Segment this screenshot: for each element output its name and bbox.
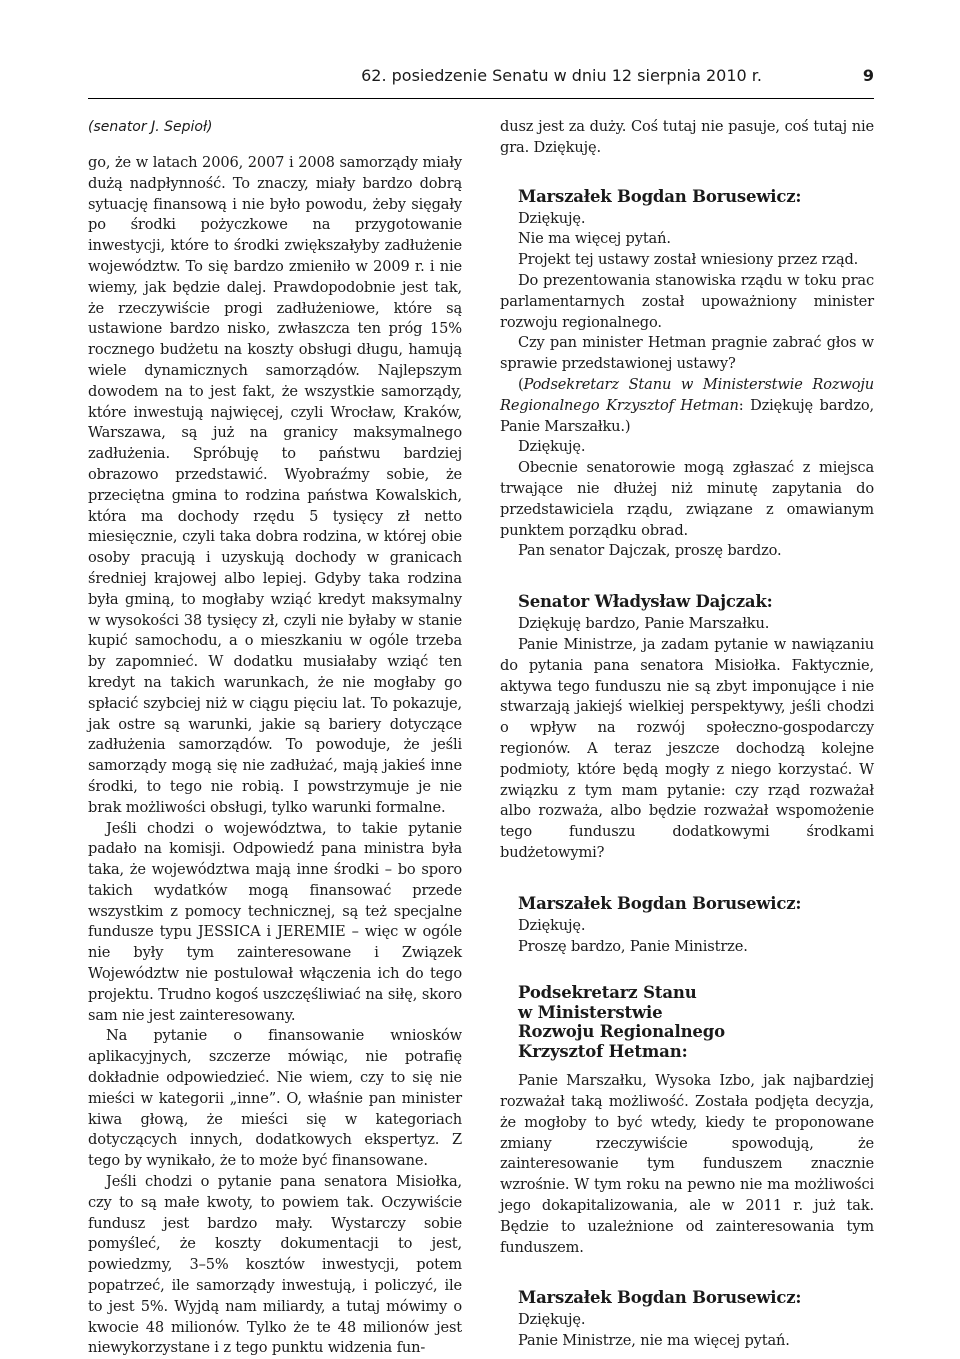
speaker-heading: Marszałek Bogdan Borusewicz: (518, 893, 802, 913)
paragraph: Na pytanie o finansowanie wniosków aplikacyjnych, szczerze mówiąc, nie potrafię dokładnie odpowiedzieć. Nie wiem, czy to się nie mieści w kategorii „inne”. O, właśnie pan minister kiwa głową, że mieści się w kategoriach dotyczących innych, dodatkowych ekspertyz. Z tego by wynikało, że to może być finansowane. (88, 1027, 462, 1170)
paragraph: Nie ma więcej pytań. (518, 230, 671, 248)
speaker-heading: Senator Władysław Dajczak: (518, 592, 773, 612)
paragraph: Dziękuję. (518, 438, 586, 456)
paragraph: Dziękuję. (518, 916, 586, 934)
speaker-note: (senator J. Sepioł) (88, 119, 213, 135)
paragraph: Dziękuję. (518, 209, 586, 227)
paragraph: Projekt tej ustawy został wniesiony przez rząd. (518, 251, 859, 269)
paragraph: Jeśli chodzi o województwa, to takie pytanie padało na komisji. Odpowiedź pana ministra była taka, że województwa mają inne środki – bo sporo takich wydatków mogą finansować przede wszystkim z pomocy technicznej, są też specjalne fundusze typu JESSICA i JEREMIE – więc w ogóle nie były tym zainteresowane i Związek Województw nie postulował włączenia ich do tego projektu. Trudno kogoś uszczęśliwiać na siłę, skoro sam nie jest zainteresowany. (88, 819, 462, 1024)
header-divider (88, 98, 874, 99)
paragraph: Proszę bardzo, Panie Ministrze. (518, 937, 748, 955)
paragraph: Czy pan minister Hetman pragnie zabrać głos w sprawie przedstawionej ustawy? (500, 334, 874, 373)
paragraph: Jeśli chodzi o pytanie pana senatora Misiołka, czy to są małe kwoty, to powiem tak. Oczywiście fundusz jest bardzo mały. Wystarczy sobie pomyśleć, że koszty dokumentacji to jest, powiedzmy, 3–5% kosztów inwestycji, potem popatrzeć, ile samorządy inwestują, i policzyć, ile to jest 5%. Wyjdą nam miliardy, a tutaj mówimy o kwocie 48 milionów. Tylko że te 48 milionów jest niewykorzystane i z tego punktu widzenia fun- (88, 1173, 462, 1357)
paragraph: Obecnie senatorowie mogą zgłaszać z miejsca trwające nie dłużej niż minutę zapytania do przedstawiciela rządu, związane z omawianym punktem porządku obrad. (500, 459, 874, 539)
speaker-heading: Marszałek Bogdan Borusewicz: (518, 186, 802, 206)
header-title: 62. posiedzenie Senatu w dniu 12 sierpnia 2010 r. (361, 66, 762, 85)
left-column (88, 153, 462, 1359)
paragraph: Panie Ministrze, ja zadam pytanie w nawiązaniu do pytania pana senatora Misiołka. Faktycznie, aktywa tego funduszu nie są zbyt imponujące i nie stwarzają jakiejś wielkiej perspektywy, jeśli chodzi o wpływ na rozwój społeczno-gospodarczy regionów. A teraz jeszcze dochodzą kolejne podmioty, które będą mogły z niego korzystać. W związku z tym mam pytanie: czy rząd rozważał albo rozważa, albo będzie rozważał wspomożenie tego funduszu dodatkowymi środkami budżetowymi? (500, 635, 874, 861)
speaker-heading: Marszałek Bogdan Borusewicz: (518, 1288, 802, 1308)
page-number: 9 (862, 66, 874, 85)
paragraph: Dziękuję. (518, 1311, 586, 1329)
paragraph: Do prezentowania stanowiska rządu w toku prac parlamentarnych został upoważniony minister rozwoju regionalnego. (500, 271, 874, 331)
paragraph: Pan senator Dajczak, proszę bardzo. (518, 542, 782, 560)
paragraph: Dziękuję bardzo, Panie Marszałku. (518, 615, 770, 633)
stage-note: (Podsekretarz Stanu w Ministerstwie Rozwoju Regionalnego Krzysztof Hetman: Dziękuję bardzo, Panie Marszałku.) (500, 375, 874, 435)
paragraph: dusz jest za duży. Coś tutaj nie pasuje, coś tutaj nie gra. Dziękuję. (500, 118, 874, 156)
speaker-heading-multiline: Podsekretarz Stanu w Ministerstwie Rozwoju Regionalnego Krzysztof Hetman: (518, 983, 726, 1061)
page-header (88, 64, 874, 92)
paragraph: Panie Marszałku, Wysoka Izbo, jak najbardziej rozważał taką możliwość. Została podjęta decyzja, że mogłoby to być wtedy, kiedy te proponowane zmiany rzeczywiście spowodują, że zainteresowanie tym funduszem znacznie wzrośnie. W tym roku na pewno nie ma możliwości jego dokapitalizowania, ale w 2011 r. już tak. Będzie to uzależnione od zainteresowania tym funduszem. (500, 1072, 874, 1256)
paragraph: Panie Ministrze, nie ma więcej pytań. (518, 1332, 790, 1350)
paragraph: go, że w latach 2006, 2007 i 2008 samorządy miały dużą nadpłynność. To znaczy, miały bardzo dobrą sytuację finansową i nie było powodu, żeby sięgały po środki pożyczkowe na przygotowanie inwestycji, które to środki zwiększałyby zadłużenie województw. To się bardzo zmieniło w 2009 r. i nie wiemy, jak będzie dalej. Prawdopodobnie jest tak, że rzeczywiście progi zadłużeniowe, które są ustawione bardzo nisko, zwłaszcza ten próg 15% rocznego budżetu na koszty obsługi długu, hamują wiele dynamicznych samorządów. Najlepszym dowodem na to jest fakt, że wszystkie samorządy, które inwestują najwięcej, czyli Wrocław, Kraków, Warszawa, są już na granicy maksymalnego zadłużenia. Spróbuję to państwu bardziej obrazowo przedstawić. Wyobraźmy sobie, że przeciętna gmina to rodzina państwa Kowalskich, która ma dochody rzędu 5 tysięcy zł netto miesięcznie, czyli taka dobra rodzina, w której obie osoby pracują i uzyskują dochody w granicach średniej krajowej albo lepiej. Gdyby taka rodzina była gminą, to mogłaby wziąć kredyt maksymalny w wysokości 38 tysięcy zł, czyli nie byłaby w stanie kupić samochodu, a o mieszkaniu w ogóle trzeba by zapomnieć. W dodatku musiałaby wziąć ten kredyt na takich warunkach, że nie mogłaby go spłacić szybciej niż w ciągu pięciu lat. To pokazuje, jak ostre są warunki, jakie są bariery dotyczące zadłużenia samorządów. To powoduje, że jeśli samorządy mogą się nie zadłużać, mają jakieś inne środki, to tego nie robią. I powstrzymuje je nie brak możliwości obsługi, tylko warunki formalne. (88, 154, 462, 816)
right-column (500, 117, 874, 1352)
